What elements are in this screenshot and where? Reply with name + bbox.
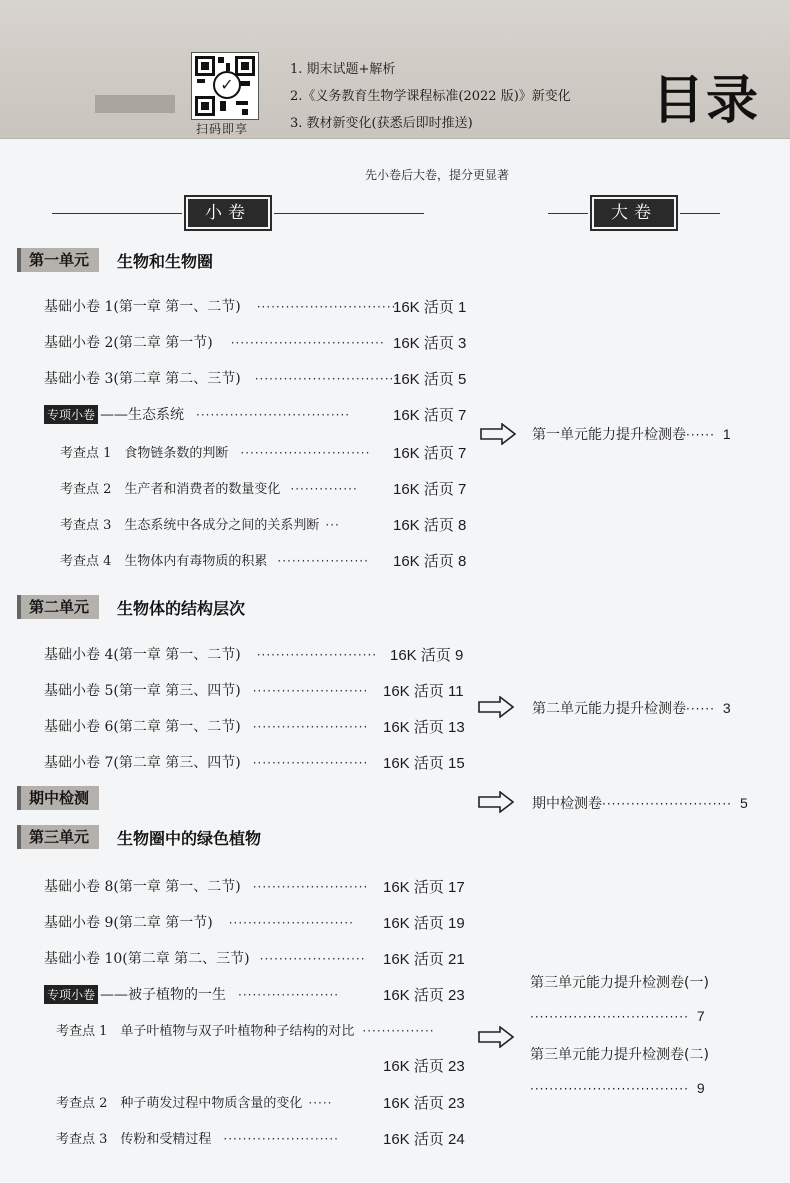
big-test-name: 第三单元能力提升检测卷(二): [530, 1047, 709, 1063]
entry-page: 16K 活页 19: [383, 915, 465, 932]
big-test-name: 期中检测卷: [532, 796, 602, 812]
toc-subentry[interactable]: 考查点 2 生产者和消费者的数量变化 ··············: [60, 478, 358, 497]
entry-page: 16K 活页 1: [393, 299, 467, 316]
feature-list: [290, 56, 571, 137]
header-decor-strip: [95, 95, 175, 113]
entry-page: 16K 活页 23: [383, 987, 465, 1004]
toc-entry[interactable]: 基础小卷 4(第一章 第一、二节) ·························: [44, 644, 377, 664]
toc-entry[interactable]: 基础小卷 5(第一章 第三、四节) ························: [44, 680, 368, 700]
unit-label: 第一单元: [17, 248, 99, 272]
entry-page: 16K 活页 3: [393, 335, 467, 352]
unit-label: 第三单元: [17, 825, 99, 849]
checkmark-icon: ✓: [213, 71, 241, 99]
big-column-title: 大卷: [594, 199, 674, 227]
entry-name: 基础小卷 1(第一章 第一、二节): [44, 299, 241, 315]
feature-item: 1. 期末试题+解析: [290, 62, 396, 77]
entry-name: 基础小卷 5(第一章 第三、四节): [44, 683, 241, 699]
small-column-title: 小卷: [188, 199, 268, 227]
big-test-entry[interactable]: 第二单元能力提升检测卷······ 3: [532, 700, 731, 717]
right-arrow-icon: [480, 423, 516, 445]
toc-entry[interactable]: 基础小卷 6(第二章 第一、二节) ························: [44, 716, 368, 736]
toc-subentry[interactable]: 考查点 3 生态系统中各成分之间的关系判断 ···: [60, 514, 340, 533]
toc-entry[interactable]: 基础小卷 7(第二章 第三、四节) ························: [44, 752, 368, 772]
entry-page: 16K 活页 24: [383, 1131, 465, 1148]
unit-header: [17, 825, 261, 849]
big-test-page: 7: [696, 1008, 705, 1024]
unit-label: 第二单元: [17, 595, 99, 619]
big-test-page: 1: [722, 426, 731, 442]
toc-subentry[interactable]: 考查点 2 种子萌发过程中物质含量的变化 ·····: [56, 1092, 332, 1111]
big-test-leader: ································· 7: [530, 1008, 705, 1024]
big-test-leader: ································· 9: [530, 1080, 705, 1096]
toc-entry[interactable]: 基础小卷 2(第二章 第一节) ································: [44, 332, 385, 352]
page-title: 目录: [652, 71, 761, 131]
entry-name: 基础小卷 2(第二章 第一节): [44, 335, 213, 351]
entry-name: 基础小卷 4(第一章 第一、二节): [44, 647, 241, 663]
entry-name: ——生态系统: [100, 407, 185, 423]
slogan: 先小卷后大卷，提分更显著: [365, 168, 510, 182]
right-arrow-icon: [478, 1026, 514, 1048]
big-test-page: 5: [740, 795, 748, 811]
unit-label: 期中检测: [17, 786, 99, 810]
entry-name: ——被子植物的一生: [100, 987, 227, 1003]
entry-name: 考查点 4 生物体内有毒物质的积累: [60, 554, 268, 569]
entry-name: 基础小卷 10(第二章 第二、三节): [44, 951, 250, 967]
qr-code-icon[interactable]: [191, 52, 259, 120]
unit-title: 生物圈中的绿色植物: [117, 828, 262, 848]
entry-name: 基础小卷 7(第二章 第三、四节): [44, 755, 241, 771]
entry-name: 考查点 2 种子萌发过程中物质含量的变化: [56, 1096, 303, 1111]
entry-page: 16K 活页 7: [393, 481, 467, 498]
toc-entry-special[interactable]: 专项小卷 ——生态系统 ································: [44, 404, 350, 424]
entry-name: 考查点 3 生态系统中各成分之间的关系判断: [60, 518, 320, 533]
right-arrow-icon: [478, 791, 514, 813]
entry-name: 基础小卷 8(第一章 第一、二节): [44, 879, 241, 895]
right-arrow-icon: [478, 696, 514, 718]
entry-page: 16K 活页 23: [383, 1095, 465, 1112]
entry-name: 基础小卷 3(第二章 第二、三节): [44, 371, 241, 387]
feature-item: 2.《义务教育生物学课程标准(2022 版)》新变化: [290, 89, 571, 104]
small-column-header: [52, 198, 424, 228]
entry-page: 16K 活页 11: [383, 683, 464, 700]
big-test-page: 9: [696, 1080, 705, 1096]
entry-name: 基础小卷 9(第二章 第一节): [44, 915, 213, 931]
toc-entry[interactable]: 基础小卷 3(第二章 第二、三节) ······························: [44, 368, 399, 388]
entry-name: 考查点 1 食物链条数的判断: [60, 446, 229, 461]
feature-item: 3. 教材新变化(获悉后即时推送): [290, 116, 473, 131]
qr-caption: 扫码即享: [196, 122, 249, 136]
entry-page: 16K 活页 21: [383, 951, 465, 968]
toc-subentry[interactable]: 考查点 4 生物体内有毒物质的积累 ···················: [60, 550, 369, 569]
entry-name: 考查点 1 单子叶植物与双子叶植物种子结构的对比: [56, 1024, 355, 1039]
unit-header: [17, 786, 99, 810]
big-test-name: 第三单元能力提升检测卷(一): [530, 975, 709, 991]
big-test-entry[interactable]: [530, 1044, 709, 1064]
unit-header: [17, 248, 213, 272]
entry-page: 16K 活页 7: [393, 407, 467, 424]
special-tag: 专项小卷: [44, 405, 98, 424]
big-test-entry[interactable]: [530, 972, 709, 992]
entry-page: 16K 活页 9: [390, 647, 464, 664]
entry-page: 16K 活页 17: [383, 879, 465, 896]
toc-subentry[interactable]: 考查点 3 传粉和受精过程 ························: [56, 1128, 339, 1147]
big-test-name: 第二单元能力提升检测卷: [532, 701, 686, 717]
entry-name: 考查点 2 生产者和消费者的数量变化: [60, 482, 281, 497]
toc-entry[interactable]: 基础小卷 8(第一章 第一、二节) ························: [44, 876, 368, 896]
big-test-entry[interactable]: 期中检测卷··························· 5: [532, 795, 748, 812]
entry-page: 16K 活页 13: [383, 719, 465, 736]
big-column-header: [548, 198, 720, 228]
header-band: [0, 0, 790, 139]
toc-entry[interactable]: 基础小卷 1(第一章 第一、二节) ·····························: [44, 296, 396, 316]
entry-name: 考查点 3 传粉和受精过程: [56, 1132, 212, 1147]
entry-page: 16K 活页 8: [393, 553, 467, 570]
big-test-name: 第一单元能力提升检测卷: [532, 427, 686, 443]
entry-page: 16K 活页 8: [393, 517, 467, 534]
entry-page: 16K 活页 5: [393, 371, 467, 388]
entry-page: 16K 活页 15: [383, 755, 465, 772]
big-test-entry[interactable]: 第一单元能力提升检测卷······ 1: [532, 426, 731, 443]
entry-name: 基础小卷 6(第二章 第一、二节): [44, 719, 241, 735]
unit-title: 生物和生物圈: [117, 251, 214, 271]
unit-header: [17, 595, 245, 619]
toc-subentry[interactable]: 考查点 1 单子叶植物与双子叶植物种子结构的对比 ···············: [56, 1020, 435, 1039]
toc-entry[interactable]: 基础小卷 9(第二章 第一节) ··························: [44, 912, 354, 932]
big-test-page: 3: [722, 700, 731, 716]
toc-subentry[interactable]: 考查点 1 食物链条数的判断 ···························: [60, 442, 370, 461]
toc-entry-special[interactable]: 专项小卷 ——被子植物的一生 ·····················: [44, 984, 339, 1004]
toc-entry[interactable]: 基础小卷 10(第二章 第二、三节) ······················: [44, 948, 366, 968]
unit-title: 生物体的结构层次: [117, 598, 246, 618]
entry-page: 16K 活页 7: [393, 445, 467, 462]
entry-page: 16K 活页 23: [383, 1058, 465, 1075]
special-tag: 专项小卷: [44, 985, 98, 1004]
